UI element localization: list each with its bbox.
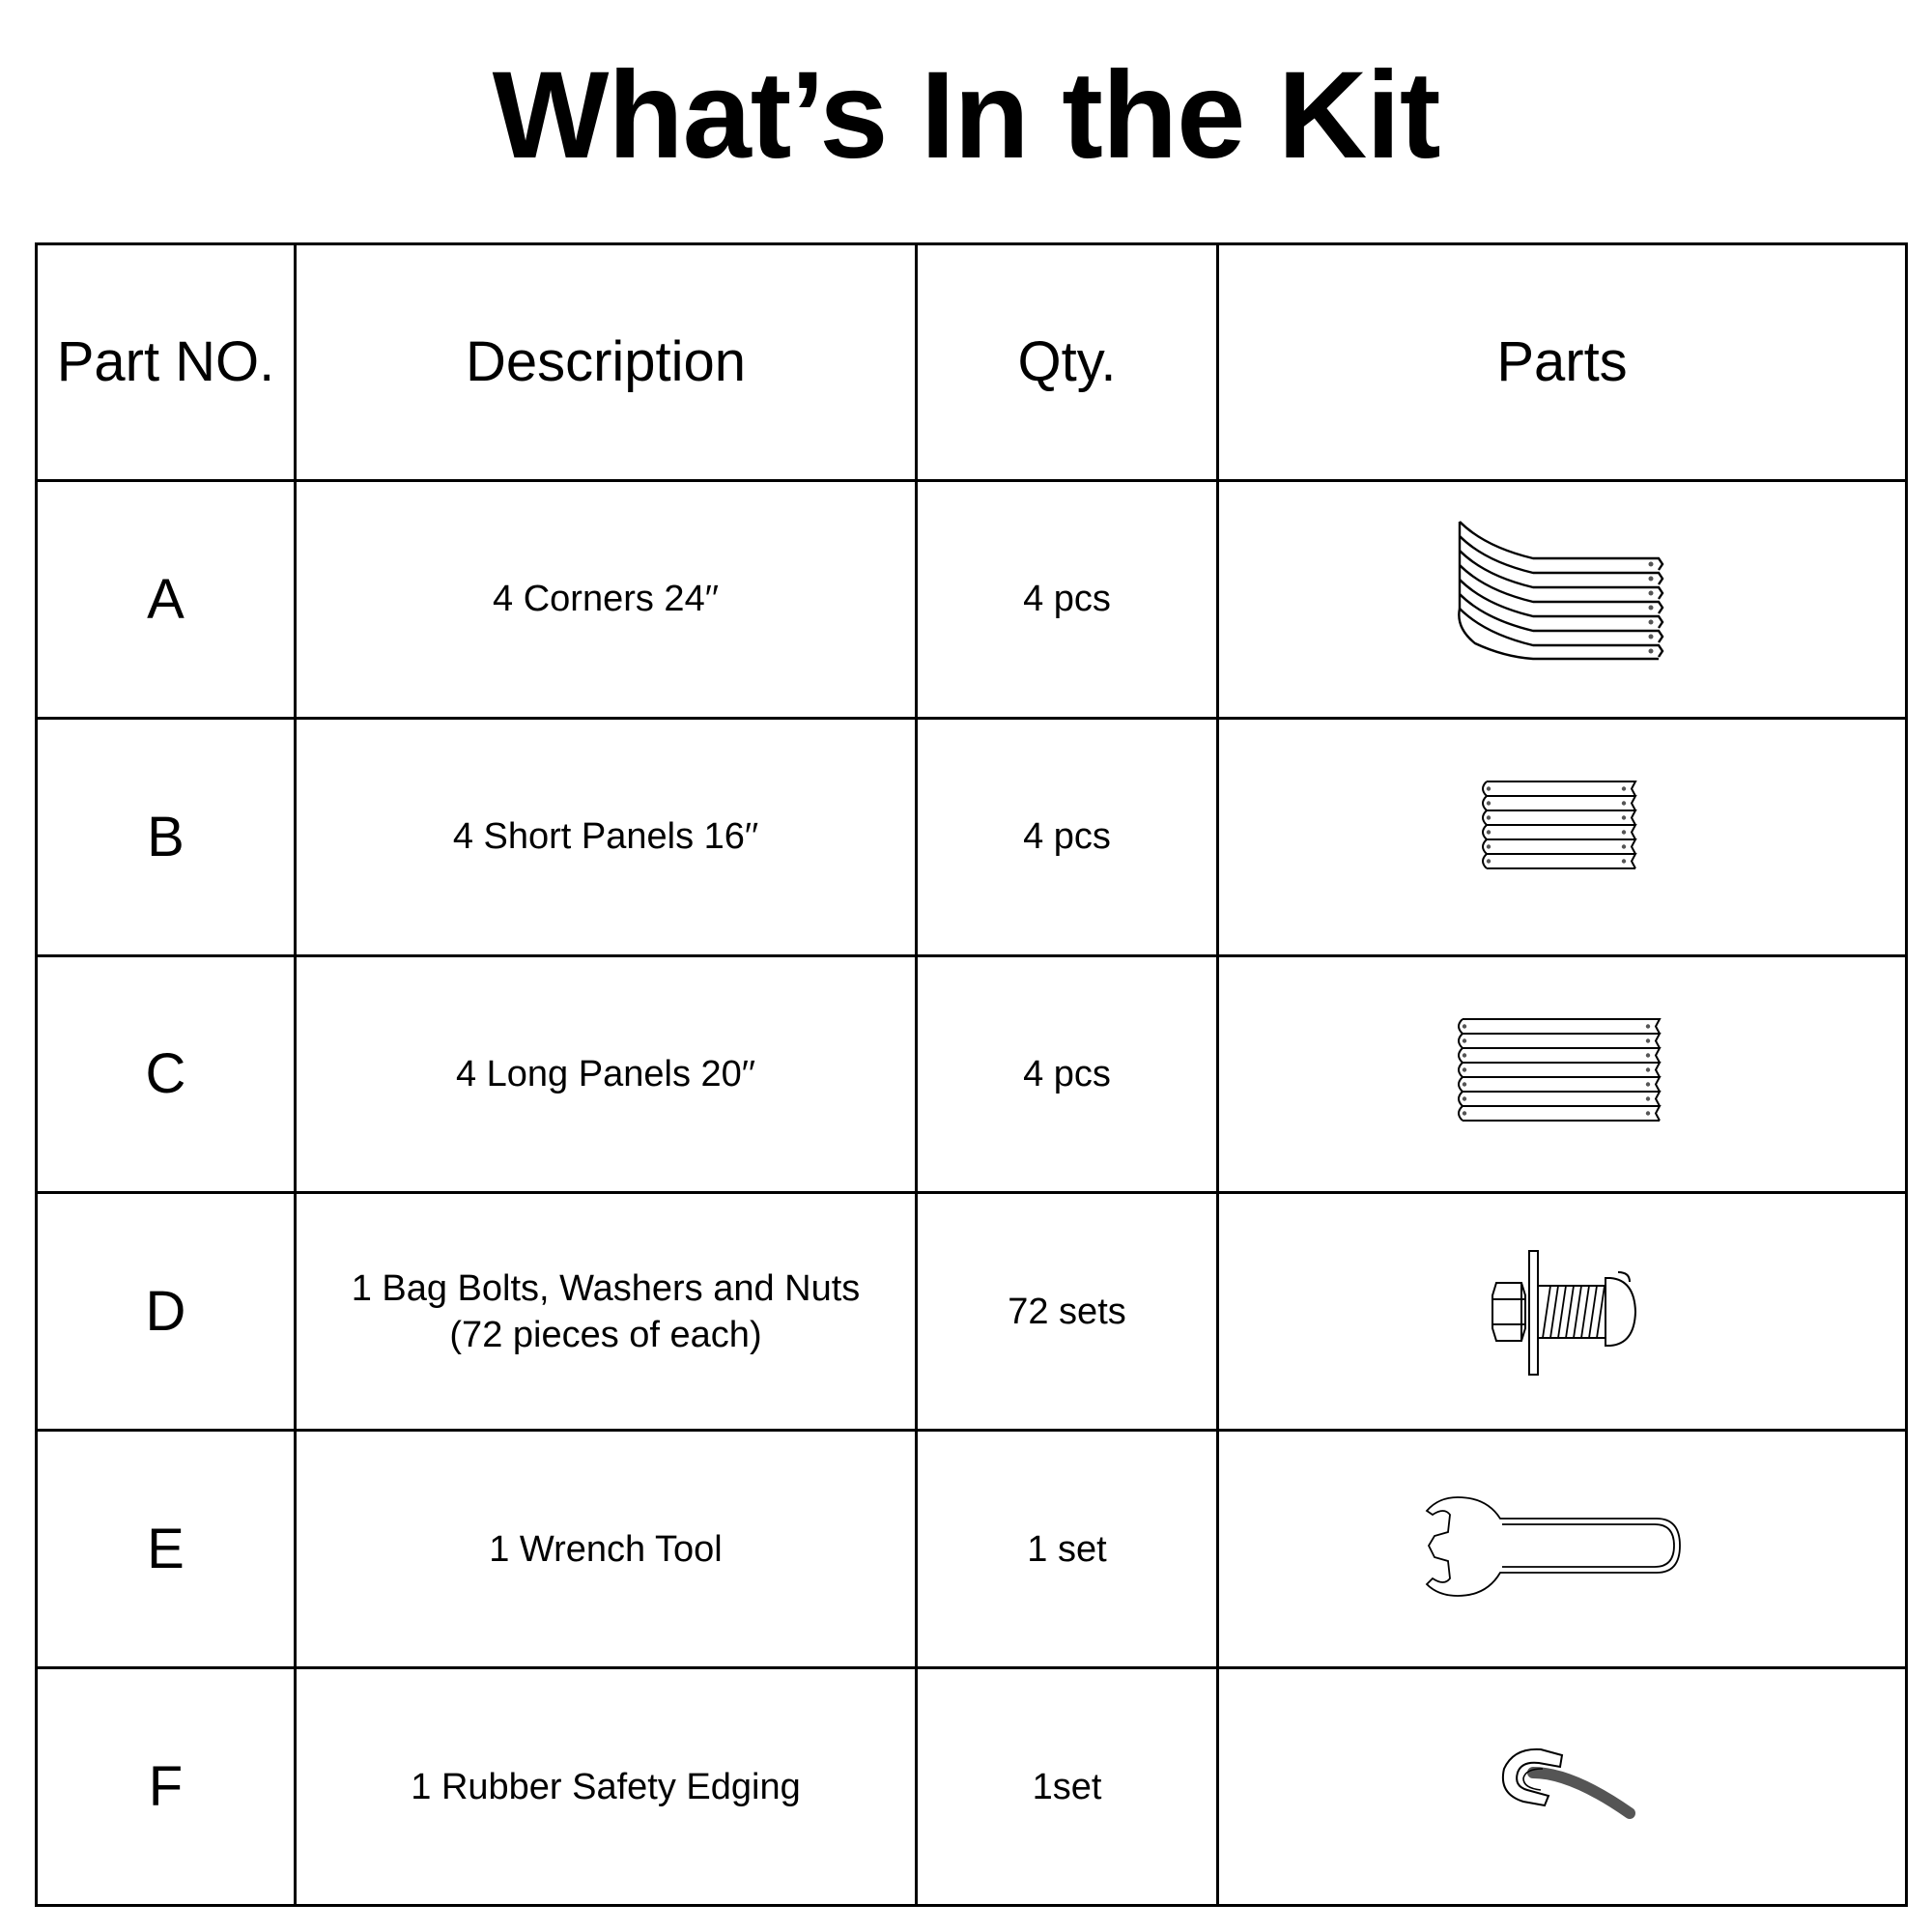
description-line: 4 Corners 24′′	[493, 579, 719, 620]
table-header-row	[37, 244, 1907, 481]
part-description	[296, 1193, 917, 1431]
table-row	[37, 1668, 1907, 1906]
description-line: 4 Long Panels 20′′	[455, 1053, 756, 1094]
curved-corner-panels-icon	[1446, 512, 1678, 686]
bolt-washer-nut-icon	[1475, 1239, 1649, 1384]
part-description	[296, 955, 917, 1193]
part-image	[1218, 718, 1907, 955]
part-qty: 4 pcs	[917, 718, 1218, 955]
part-letter: F	[37, 1668, 296, 1906]
part-qty: 1set	[917, 1668, 1218, 1906]
page-title: What’s In the Kit	[492, 46, 1440, 185]
description-line: 1 Rubber Safety Edging	[411, 1766, 801, 1807]
part-image	[1218, 1668, 1907, 1906]
part-letter: E	[37, 1431, 296, 1668]
table-row	[37, 1431, 1907, 1668]
header-part-no: Part NO.	[37, 244, 296, 481]
description-line: 1 Bag Bolts, Washers and Nuts	[351, 1267, 861, 1309]
part-qty: 4 pcs	[917, 955, 1218, 1193]
rubber-edging-icon	[1485, 1734, 1639, 1840]
part-description	[296, 718, 917, 955]
part-description	[296, 1668, 917, 1906]
part-qty: 4 pcs	[917, 480, 1218, 718]
part-letter: A	[37, 480, 296, 718]
part-qty: 72 sets	[917, 1193, 1218, 1431]
long-panels-icon	[1451, 1011, 1673, 1137]
wrench-icon	[1417, 1492, 1707, 1607]
part-qty: 1 set	[917, 1431, 1218, 1668]
short-panels-icon	[1475, 774, 1649, 899]
part-image	[1218, 480, 1907, 718]
table-row	[37, 1193, 1907, 1431]
part-letter: B	[37, 718, 296, 955]
description-line: 4 Short Panels 16′′	[452, 816, 759, 858]
table-row	[37, 955, 1907, 1193]
header-qty: Qty.	[917, 244, 1218, 481]
part-description	[296, 1431, 917, 1668]
table-row	[37, 718, 1907, 955]
table-row	[37, 480, 1907, 718]
header-parts: Parts	[1218, 244, 1907, 481]
part-description	[296, 480, 917, 718]
part-image	[1218, 955, 1907, 1193]
part-letter: C	[37, 955, 296, 1193]
description-line: (72 pieces of each)	[449, 1314, 762, 1355]
description-line: 1 Wrench Tool	[489, 1528, 723, 1570]
part-image	[1218, 1193, 1907, 1431]
header-description: Description	[296, 244, 917, 481]
kit-table	[35, 242, 1908, 1907]
part-image	[1218, 1431, 1907, 1668]
part-letter: D	[37, 1193, 296, 1431]
